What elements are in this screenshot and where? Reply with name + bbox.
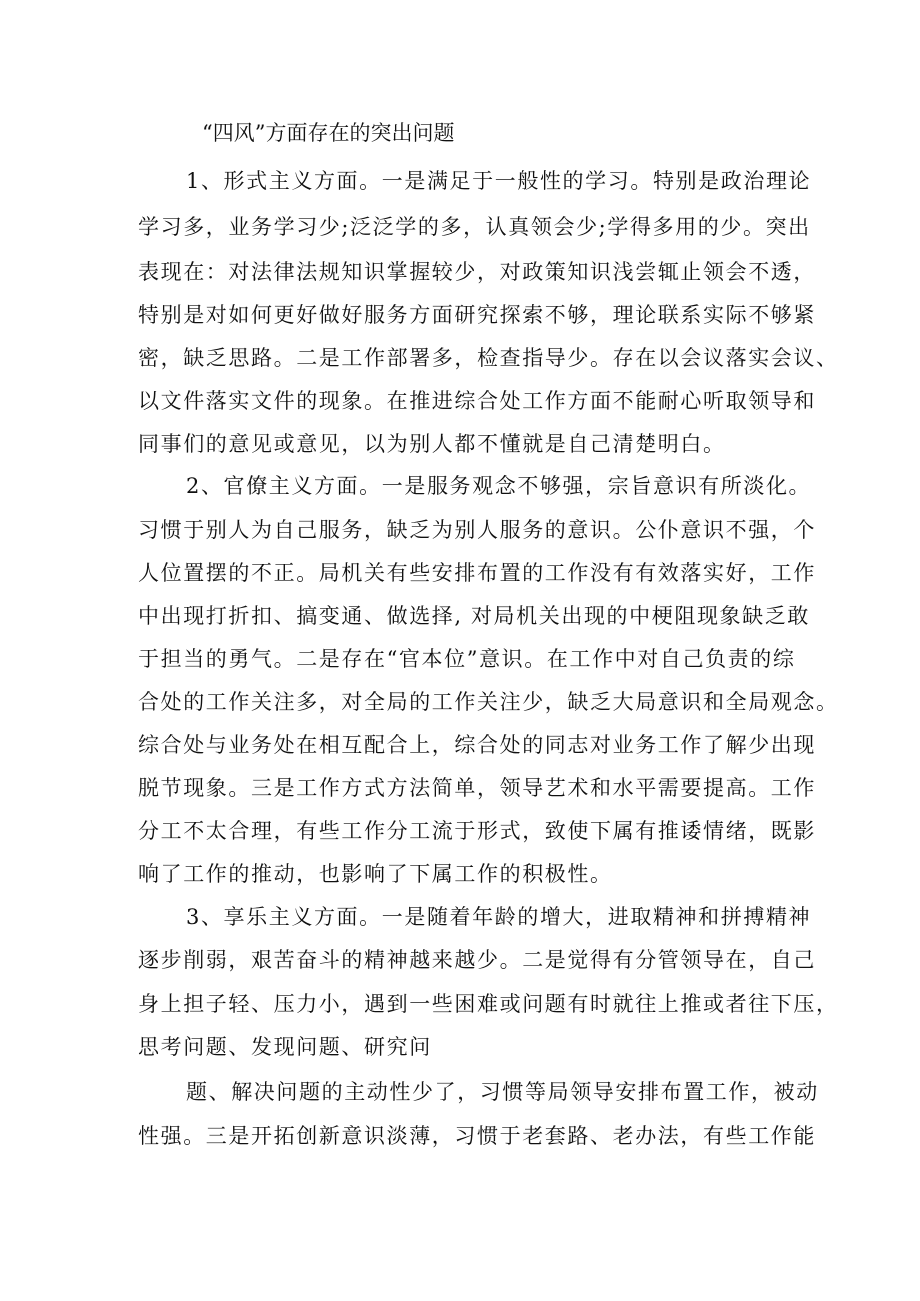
paragraph-1-line-7: 同事们的意见或意见，以为别人都不懂就是自己清楚明白。 [138,432,726,456]
paragraph-2-line-5: 于担当的勇气。二是存在“官本位”意识。在工作中对自己负责的综 [138,647,796,671]
paragraph-3-line-3: 身上担子轻、压力小，遇到一些困难或问题有时就往上推或者往下压， [138,992,839,1016]
paragraph-1-line-1: 1、形式主义方面。一是满足于一般性的学习。特别是政治理论 [186,169,812,193]
paragraph-1-line-3: 表现在：对法律法规知识掌握较少，对政策知识浅尝辄止领会不透， [138,260,816,284]
document-title: “四风”方面存在的突出问题 [202,121,455,145]
paragraph-1-line-6: 以文件落实文件的现象。在推进综合处工作方面不能耐心听取领导和 [138,389,816,413]
paragraph-2-line-4: 中出现打折扣、搞变通、做选择, 对局机关出现的中梗阻现象缺乏敢 [138,604,810,628]
paragraph-2-line-10: 响了工作的推动，也影响了下属工作的积极性。 [138,862,613,886]
paragraph-2-line-3: 人位置摆的不正。局机关有些安排布置的工作没有有效落实好，工作 [138,561,816,585]
paragraph-3-line-1: 3、享乐主义方面。一是随着年龄的增大，进取精神和拼搏精神 [186,905,812,929]
paragraph-3-line-4: 思考问题、发现问题、研究问 [138,1035,432,1059]
paragraph-2-line-6: 合处的工作关注多，对全局的工作关注少，缺乏大局意识和全局观念。 [138,690,839,714]
paragraph-2-line-1: 2、官僚主义方面。一是服务观念不够强，宗旨意识有所淡化。 [186,474,812,498]
paragraph-1-line-2: 学习多，业务学习少;泛泛学的多，认真领会少;学得多用的少。突出 [138,215,811,239]
paragraph-4-line-2: 性强。三是开拓创新意识淡薄，习惯于老套路、老办法，有些工作能 [138,1124,816,1148]
paragraph-1-line-4: 特别是对如何更好做好服务方面研究探索不够，理论联系实际不够紧 [138,303,816,327]
paragraph-2-line-2: 习惯于别人为自己服务，缺乏为别人服务的意识。公仆意识不强，个 [138,518,816,542]
paragraph-1-line-5: 密，缺乏思路。二是工作部署多，检查指导少。存在以会议落实会议、 [138,346,839,370]
paragraph-2-line-8: 脱节现象。三是工作方式方法简单，领导艺术和水平需要提高。工作 [138,776,816,800]
paragraph-2-line-9: 分工不太合理，有些工作分工流于形式，致使下属有推诿情绪，既影 [138,819,816,843]
paragraph-3-line-2: 逐步削弱，艰苦奋斗的精神越来越少。二是觉得有分管领导在，自己 [138,948,816,972]
paragraph-4-line-1: 题、解决问题的主动性少了，习惯等局领导安排布置工作，被动 [186,1080,819,1104]
paragraph-2-line-7: 综合处与业务处在相互配合上，综合处的同志对业务工作了解少出现 [138,733,816,757]
